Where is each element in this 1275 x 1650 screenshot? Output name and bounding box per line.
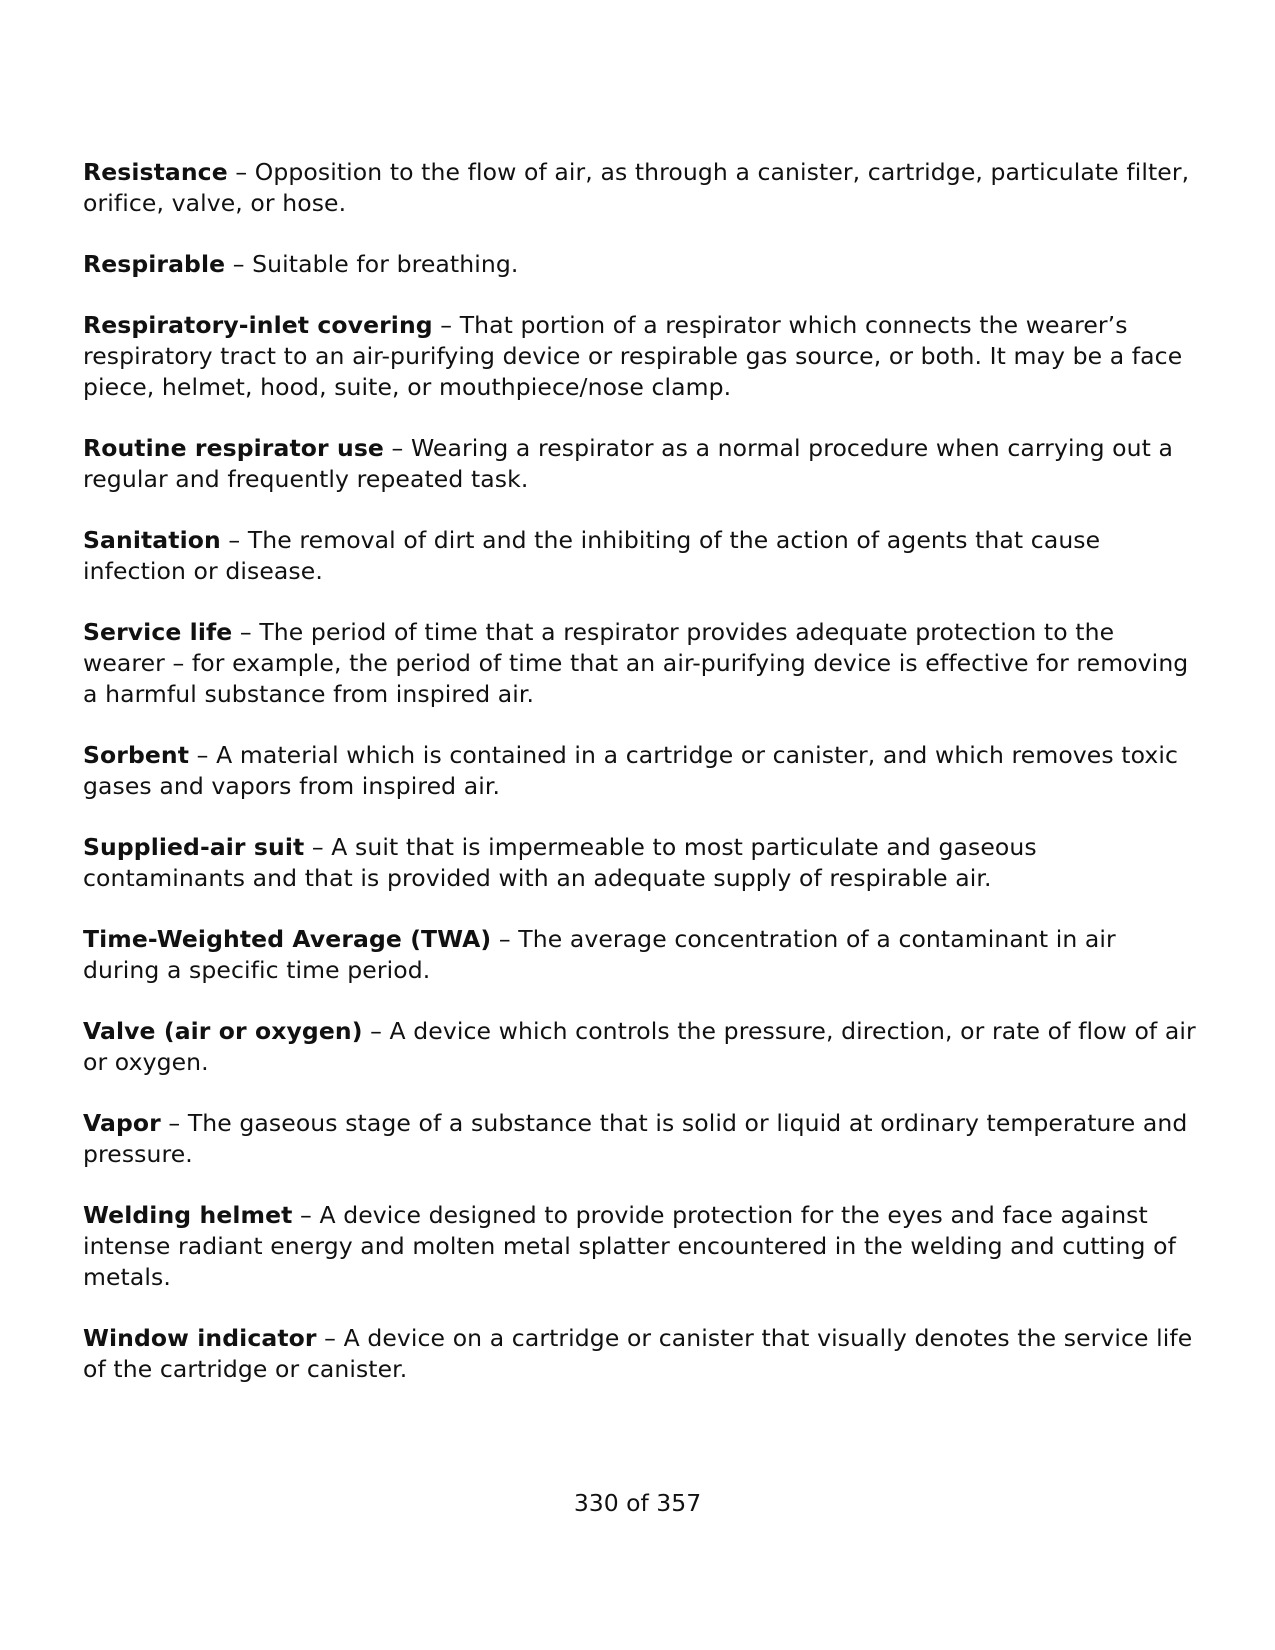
glossary-definition: – Wearing a respirator as a normal procedure when carrying out a regular and frequently repeated task.: [83, 434, 1174, 493]
glossary-entry-vapor: [83, 1108, 1198, 1170]
glossary-term: Valve (air or oxygen): [83, 1017, 363, 1045]
glossary-entry-valve: [83, 1016, 1198, 1078]
glossary-list: [83, 157, 1198, 1415]
glossary-entry-sorbent: [83, 740, 1198, 802]
glossary-term: Welding helmet: [83, 1201, 293, 1229]
glossary-term: Routine respirator use: [83, 434, 384, 462]
glossary-entry-sanitation: [83, 525, 1198, 587]
glossary-term: Sorbent: [83, 741, 190, 769]
glossary-term: Respiratory-inlet covering: [83, 311, 433, 339]
glossary-term: Window indicator: [83, 1324, 317, 1352]
glossary-term: Supplied-air suit: [83, 833, 305, 861]
glossary-term: Time-Weighted Average (TWA): [83, 925, 492, 953]
glossary-term: Vapor: [83, 1109, 161, 1137]
glossary-definition: – That portion of a respirator which connects the wearer’s respiratory tract to an air-purifying device or respirable gas source, or both. It may be a face piece, helmet, hood, suite, or mouthpiece/nose clamp.: [83, 311, 1183, 401]
glossary-entry-respiratory-inlet-covering: [83, 310, 1198, 403]
glossary-definition: – A device designed to provide protection for the eyes and face against intense radiant energy and molten metal splatter encountered in the welding and cutting of metals.: [83, 1201, 1176, 1291]
glossary-definition: – A device on a cartridge or canister that visually denotes the service life of the cartridge or canister.: [83, 1324, 1193, 1383]
glossary-definition: – A device which controls the pressure, direction, or rate of flow of air or oxygen.: [83, 1017, 1196, 1076]
glossary-definition: – The gaseous stage of a substance that is solid or liquid at ordinary temperature and pressure.: [83, 1109, 1188, 1168]
glossary-term: Respirable: [83, 250, 226, 278]
glossary-entry-supplied-air-suit: [83, 832, 1198, 894]
glossary-definition: – A material which is contained in a cartridge or canister, and which removes toxic gases and vapors from inspired air.: [83, 741, 1178, 800]
glossary-entry-respirable: [83, 249, 1198, 280]
glossary-definition: – Suitable for breathing.: [225, 250, 519, 278]
glossary-term: Service life: [83, 618, 233, 646]
glossary-definition: – A suit that is impermeable to most particulate and gaseous contaminants and that is provided with an adequate supply of respirable air.: [83, 833, 1037, 892]
glossary-entry-time-weighted-average: [83, 924, 1198, 986]
glossary-term: Sanitation: [83, 526, 221, 554]
glossary-definition: – Opposition to the flow of air, as through a canister, cartridge, particulate filter, orifice, valve, or hose.: [83, 158, 1190, 217]
glossary-entry-welding-helmet: [83, 1200, 1198, 1293]
glossary-definition: – The period of time that a respirator provides adequate protection to the wearer – for example, the period of time that an air-purifying device is effective for removing a harmful substance from inspired air.: [83, 618, 1189, 708]
page-number: 330 of 357: [573, 1489, 702, 1517]
glossary-definition: – The average concentration of a contaminant in air during a specific time period.: [83, 925, 1116, 984]
glossary-entry-window-indicator: [83, 1323, 1198, 1385]
glossary-term: Resistance: [83, 158, 228, 186]
glossary-entry-routine-respirator-use: [83, 433, 1198, 495]
glossary-entry-resistance: [83, 157, 1198, 219]
glossary-definition: – The removal of dirt and the inhibiting of the action of agents that cause infection or disease.: [83, 526, 1101, 585]
glossary-entry-service-life: [83, 617, 1198, 710]
